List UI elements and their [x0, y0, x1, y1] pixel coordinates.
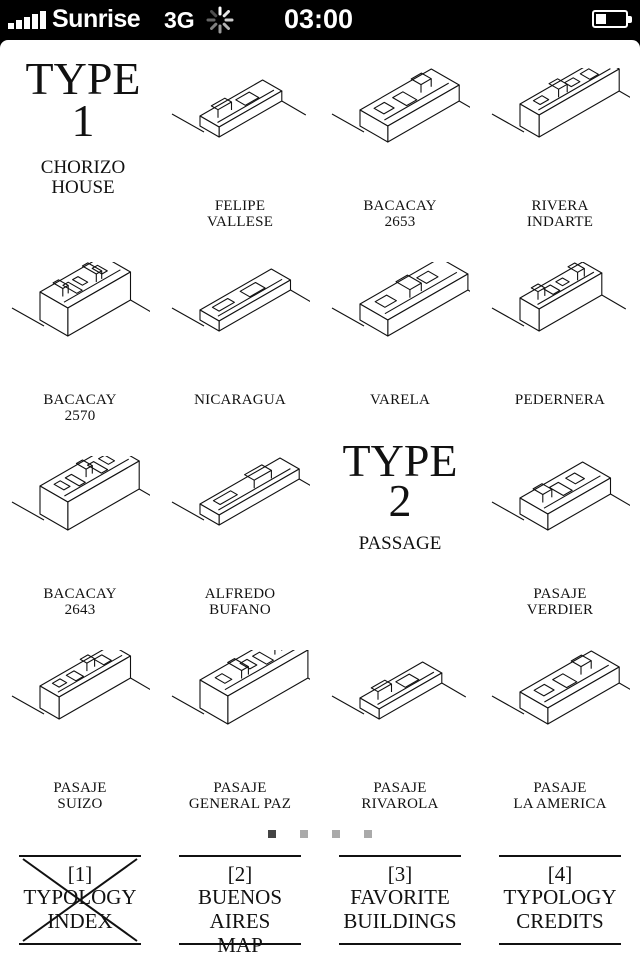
building-card[interactable]	[320, 622, 480, 816]
nav-number: [3]	[387, 862, 413, 886]
activity-spinner-icon	[205, 5, 235, 35]
page-dot[interactable]	[332, 830, 340, 838]
cross-out-icon	[19, 857, 141, 943]
isometric-building-icon	[10, 456, 150, 566]
building-card[interactable]	[320, 40, 480, 234]
isometric-building-icon	[490, 262, 630, 372]
isometric-building-icon	[170, 68, 310, 178]
isometric-building-icon	[490, 456, 630, 566]
building-card[interactable]	[160, 40, 320, 234]
building-name: NICARAGUA	[194, 392, 286, 408]
nav-number: [2]	[227, 862, 253, 886]
bottom-navigation	[0, 855, 640, 957]
building-card[interactable]	[0, 234, 160, 428]
isometric-building-icon	[10, 262, 150, 372]
building-card[interactable]	[480, 622, 640, 816]
nav-number: [4]	[547, 862, 573, 886]
page-dot[interactable]	[300, 830, 308, 838]
nav-label: TYPOLOGY CREDITS	[503, 885, 617, 933]
typology-grid	[0, 40, 640, 820]
isometric-building-icon	[330, 262, 470, 372]
isometric-building-icon	[170, 456, 310, 566]
type-subtitle: PASSAGE	[358, 533, 442, 554]
signal-strength-icon	[8, 11, 48, 29]
type-subtitle: CHORIZO HOUSE	[40, 157, 126, 198]
carrier-name: Sunrise	[52, 5, 141, 33]
building-name: RIVERA INDARTE	[526, 198, 594, 230]
network-type: 3G	[164, 7, 195, 33]
building-name: PEDERNERA	[514, 392, 606, 408]
page-dot[interactable]	[364, 830, 372, 838]
building-name: PASAJE GENERAL PAZ	[188, 780, 292, 812]
battery-icon	[592, 10, 628, 28]
type-title: TYPE	[25, 53, 141, 104]
building-name: PASAJE LA AMERICA	[513, 780, 607, 812]
building-name: PASAJE VERDIER	[526, 586, 594, 618]
isometric-building-icon	[490, 68, 630, 178]
building-name: PASAJE SUIZO	[53, 780, 107, 812]
nav-number: [1]	[67, 862, 93, 886]
building-name: ALFREDO BUFANO	[204, 586, 276, 618]
nav-typology-index-button[interactable]	[19, 855, 141, 945]
status-bar	[0, 0, 640, 40]
building-name: BACACAY 2653	[363, 198, 437, 230]
type-number: 1	[71, 95, 95, 146]
building-card[interactable]	[480, 234, 640, 428]
building-card[interactable]	[0, 622, 160, 816]
building-card[interactable]	[0, 428, 160, 622]
nav-favorite-buildings-button[interactable]	[339, 855, 461, 945]
building-card[interactable]	[160, 622, 320, 816]
building-name: BACACAY 2570	[43, 392, 117, 424]
building-card[interactable]	[480, 40, 640, 234]
nav-label: BUENOS AIRES MAP	[197, 885, 282, 957]
isometric-building-icon	[330, 650, 470, 760]
isometric-building-icon	[490, 650, 630, 760]
building-card[interactable]	[160, 428, 320, 622]
nav-typology-credits-button[interactable]	[499, 855, 621, 945]
building-name: PASAJE RIVAROLA	[361, 780, 439, 812]
type-number: 2	[388, 475, 412, 526]
page-indicator	[0, 830, 640, 840]
clock: 03:00	[284, 4, 354, 34]
isometric-building-icon	[330, 68, 470, 178]
building-card[interactable]	[320, 234, 480, 428]
isometric-building-icon	[170, 650, 310, 760]
app-screen	[0, 40, 640, 960]
building-name: BACACAY 2643	[43, 586, 117, 618]
building-card[interactable]	[480, 428, 640, 622]
page-dot[interactable]	[268, 830, 276, 838]
nav-label: TYPOLOGY INDEX	[23, 885, 137, 933]
nav-label: FAVORITE BUILDINGS	[343, 885, 457, 933]
nav-buenos-aires-map-button[interactable]	[179, 855, 301, 957]
building-name: VARELA	[369, 392, 431, 408]
type-header-1	[0, 40, 160, 234]
isometric-building-icon	[170, 262, 310, 372]
isometric-building-icon	[10, 650, 150, 760]
building-name: FELIPE VALLESE	[206, 198, 274, 230]
type-header-2	[320, 428, 480, 622]
building-card[interactable]	[160, 234, 320, 428]
type-title: TYPE	[342, 435, 458, 486]
